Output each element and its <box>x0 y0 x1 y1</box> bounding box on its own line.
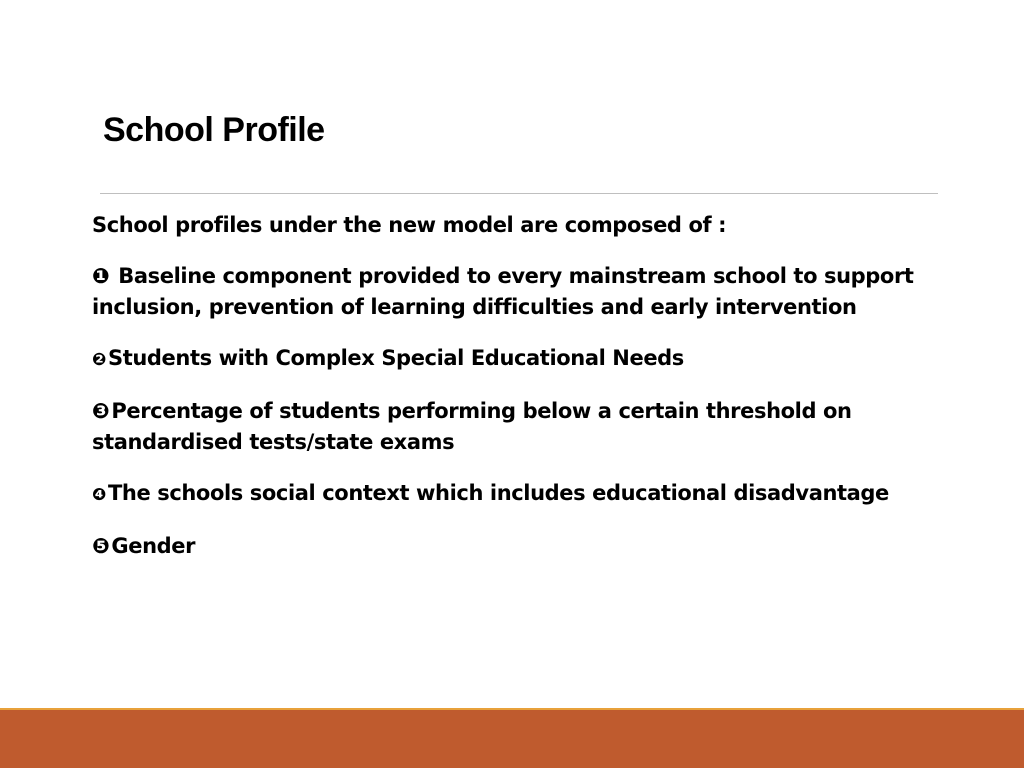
list-item-text: Students with Complex Special Educational Needs <box>108 346 684 370</box>
slide-title: School Profile <box>103 111 325 149</box>
number-5-icon: ❺ <box>92 534 110 558</box>
slide-body <box>92 210 952 582</box>
list-item <box>92 343 952 376</box>
number-2-icon: ❷ <box>92 350 106 370</box>
list-item-text: Percentage of students performing below a certain threshold on standardised tests/state exams <box>92 399 852 454</box>
number-1-icon: ❶ <box>92 264 110 288</box>
list-item <box>92 396 952 458</box>
list-item-text: Gender <box>111 534 196 558</box>
list-item-text: Baseline component provided to every mainstream school to support inclusion, prevention of learning difficulties and early intervention <box>92 264 914 319</box>
list-item <box>92 478 952 511</box>
list-item-text: The schools social context which includes educational disadvantage <box>108 481 889 505</box>
list-item <box>92 261 952 323</box>
number-3-icon: ❸ <box>92 399 110 423</box>
footer-band <box>0 710 1024 768</box>
intro-text: School profiles under the new model are composed of : <box>92 213 727 237</box>
number-4-icon: ❹ <box>92 485 106 505</box>
title-divider <box>100 193 938 194</box>
list-item <box>92 531 952 562</box>
